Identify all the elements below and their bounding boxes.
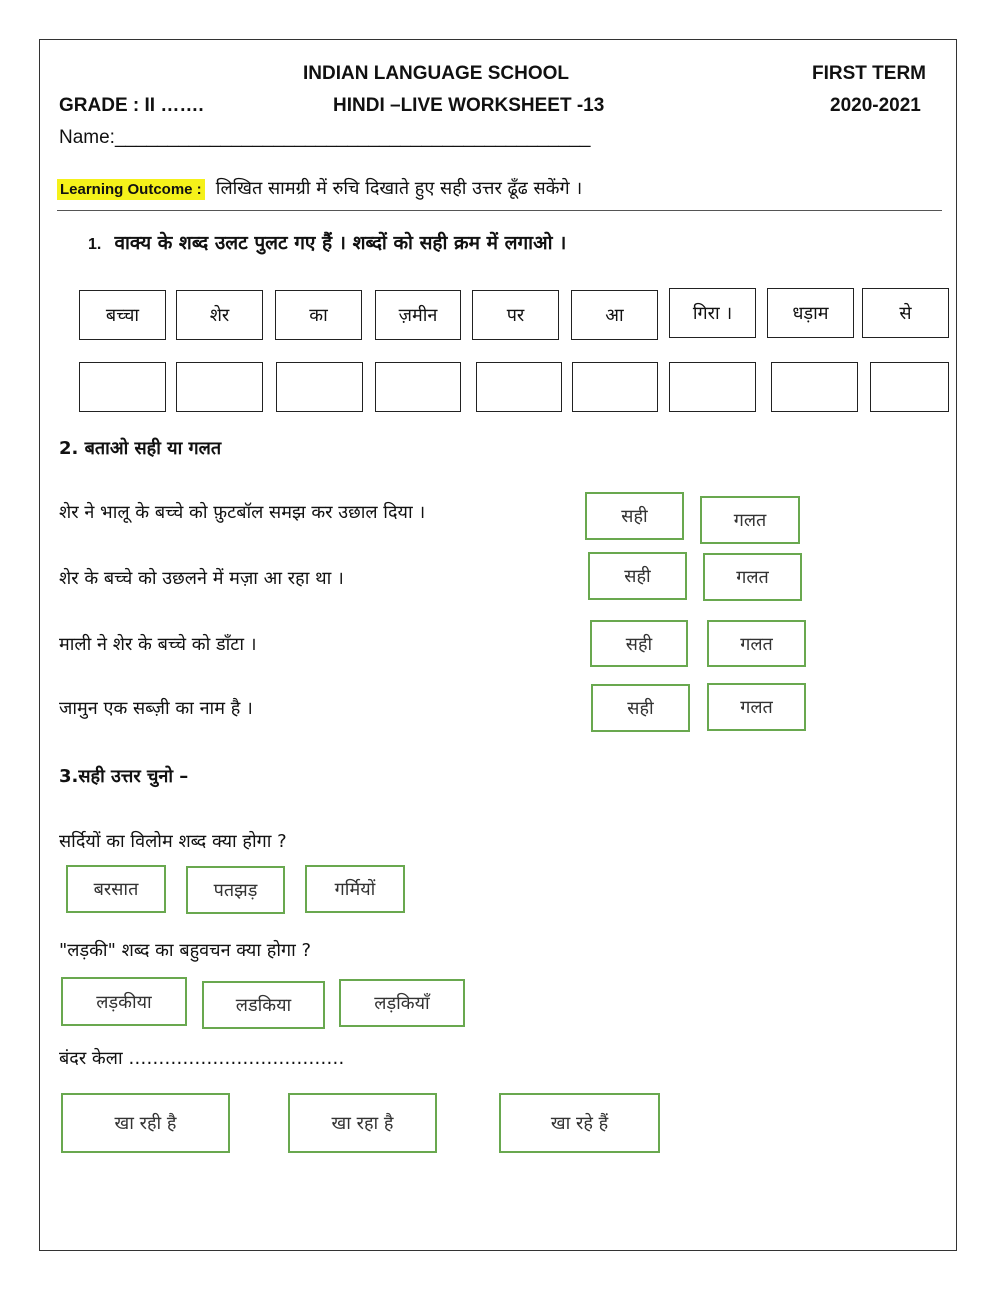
- option-button[interactable]: गर्मियों: [305, 865, 405, 913]
- mcq-prompt: सर्दियों का विलोम शब्द क्या होगा ?: [59, 831, 287, 852]
- tf-statement: शेर के बच्चे को उछलने में मज़ा आ रहा था ।: [59, 568, 344, 589]
- q2-title: 2. बताओ सही या गलत: [59, 438, 222, 459]
- answer-slot[interactable]: [476, 362, 562, 412]
- mcq-prompt: बंदर केला ………………………………: [59, 1048, 345, 1069]
- option-button[interactable]: खा रहे हैं: [499, 1093, 660, 1153]
- word-tile[interactable]: ज़मीन: [375, 290, 461, 340]
- answer-slot[interactable]: [79, 362, 166, 412]
- false-button[interactable]: गलत: [707, 683, 806, 731]
- school-name: INDIAN LANGUAGE SCHOOL: [303, 63, 569, 84]
- term-label: FIRST TERM: [812, 63, 926, 84]
- option-button[interactable]: खा रही है: [61, 1093, 230, 1153]
- false-button[interactable]: गलत: [707, 620, 806, 667]
- word-tile[interactable]: का: [275, 290, 362, 340]
- answer-slot[interactable]: [669, 362, 756, 412]
- false-button[interactable]: गलत: [703, 553, 802, 601]
- tf-statement: माली ने शेर के बच्चे को डाँटा ।: [59, 634, 257, 655]
- name-field[interactable]: Name:_____________________________________________: [59, 127, 591, 148]
- option-button[interactable]: बरसात: [66, 865, 166, 913]
- q1-number: 1.: [88, 236, 102, 253]
- true-button[interactable]: सही: [590, 620, 688, 667]
- q3-title: 3.सही उत्तर चुनो –: [59, 766, 189, 787]
- false-button[interactable]: गलत: [700, 496, 800, 544]
- option-button[interactable]: लड़कीया: [61, 977, 187, 1026]
- word-tile[interactable]: शेर: [176, 290, 263, 340]
- learning-outcome-label: Learning Outcome :: [57, 179, 205, 200]
- answer-slot[interactable]: [176, 362, 263, 412]
- answer-slot[interactable]: [572, 362, 658, 412]
- tf-statement: शेर ने भालू के बच्चे को फ़ुटबॉल समझ कर उछाल दिया ।: [59, 502, 426, 523]
- option-button[interactable]: लड़कियाँ: [339, 979, 465, 1027]
- answer-slot[interactable]: [375, 362, 461, 412]
- word-tile[interactable]: बच्चा: [79, 290, 166, 340]
- tf-statement: जामुन एक सब्ज़ी का नाम है ।: [59, 698, 253, 719]
- word-tile[interactable]: से: [862, 288, 949, 338]
- worksheet-title: HINDI –LIVE WORKSHEET -13: [333, 95, 605, 116]
- learning-outcome-text: लिखित सामग्री में रुचि दिखाते हुए सही उत्तर ढूँढ सकेंगे ।: [215, 178, 583, 199]
- option-button[interactable]: लडकिया: [202, 981, 325, 1029]
- true-button[interactable]: सही: [585, 492, 684, 540]
- word-tile[interactable]: गिरा ।: [669, 288, 756, 338]
- true-button[interactable]: सही: [588, 552, 687, 600]
- academic-year: 2020-2021: [830, 95, 921, 116]
- option-button[interactable]: खा रहा है: [288, 1093, 437, 1153]
- word-tile[interactable]: धड़ाम: [767, 288, 854, 338]
- option-button[interactable]: पतझड़: [186, 866, 285, 914]
- answer-slot[interactable]: [870, 362, 949, 412]
- divider: [57, 210, 942, 211]
- q1-heading: [88, 229, 566, 255]
- word-tile[interactable]: पर: [472, 290, 559, 340]
- answer-slot[interactable]: [276, 362, 363, 412]
- grade-label: GRADE : II …….: [59, 95, 204, 116]
- q1-instruction: वाक्य के शब्द उलट पुलट गए हैं । शब्दों को सही क्रम में लगाओ ।: [114, 232, 567, 254]
- learning-outcome: [57, 176, 582, 200]
- answer-slot[interactable]: [771, 362, 858, 412]
- word-tile[interactable]: आ: [571, 290, 658, 340]
- mcq-prompt: "लड़की" शब्द का बहुवचन क्या होगा ?: [59, 940, 312, 961]
- true-button[interactable]: सही: [591, 684, 690, 732]
